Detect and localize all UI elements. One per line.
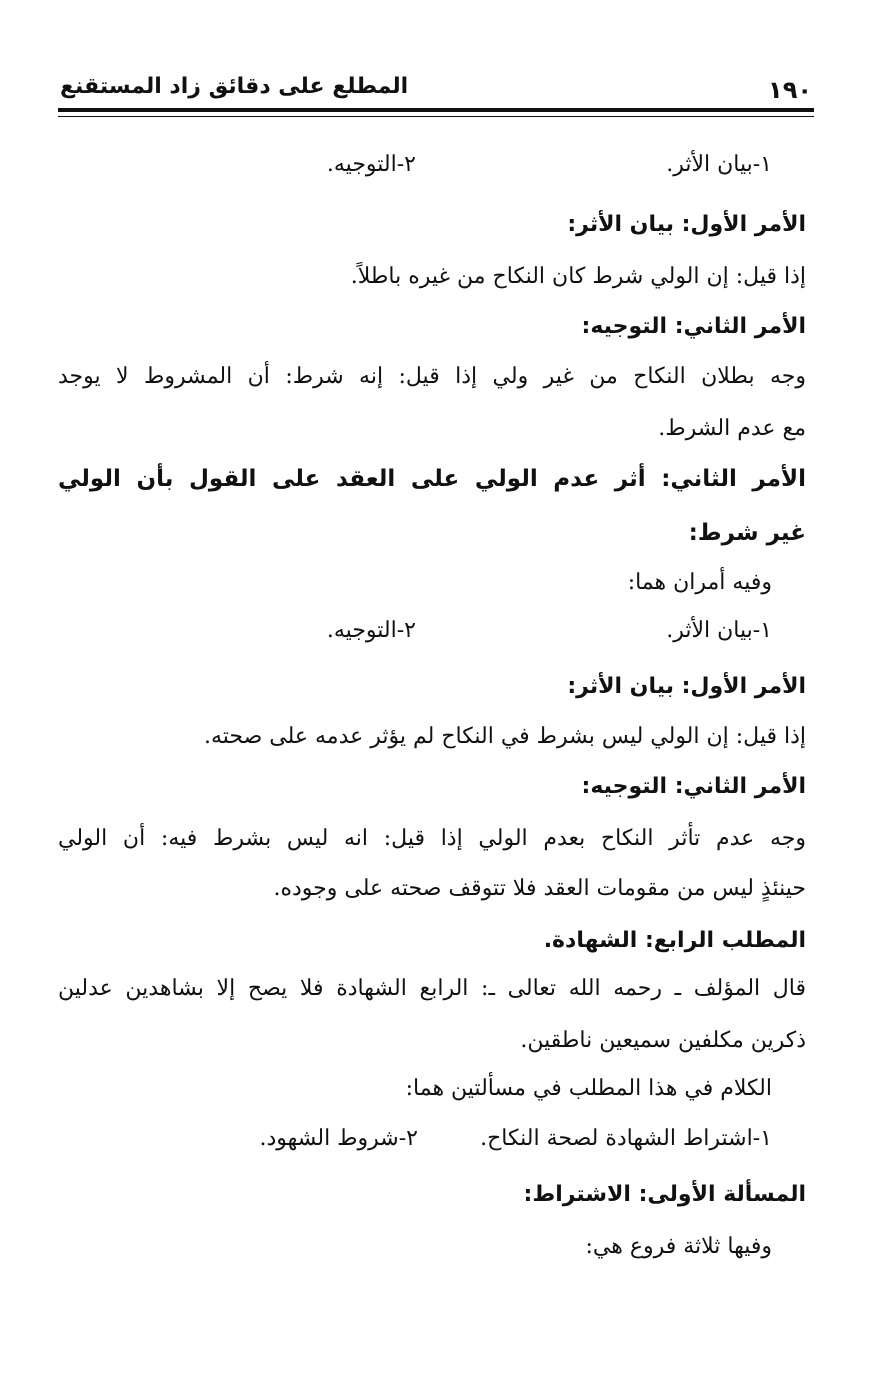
page-number: ١٩٠ xyxy=(768,76,812,104)
section-heading: الأمر الثاني: التوجيه: xyxy=(581,314,806,339)
paragraph-line: حينئذٍ ليس من مقومات العقد فلا تتوقف صحته على وجوده. xyxy=(273,876,806,901)
section-heading: الأمر الثاني: أثر عدم الولي على العقد على القول بأن الولي xyxy=(58,466,806,492)
section-heading: الأمر الأول: بيان الأثر: xyxy=(567,212,806,237)
paragraph-line: قال المؤلف ـ رحمه الله تعالى ـ: الرابع الشهادة فلا يصح إلا بشاهدين عدلين xyxy=(58,976,806,1001)
paragraph-line: مع عدم الشرط. xyxy=(658,416,806,441)
list-item: ١-بيان الأثر. xyxy=(666,618,772,643)
paragraph-line: وفيها ثلاثة فروع هي: xyxy=(585,1234,772,1259)
paragraph-line: إذا قيل: إن الولي شرط كان النكاح من غيره باطلاً. xyxy=(350,264,806,289)
list-item: ١-بيان الأثر. xyxy=(666,152,772,177)
section-heading: المسألة الأولى: الاشتراط: xyxy=(523,1182,806,1207)
header-rule-thick xyxy=(58,108,814,112)
paragraph-line: ذكرين مكلفين سميعين ناطقين. xyxy=(520,1028,806,1053)
list-item: ٢-التوجيه. xyxy=(326,152,416,177)
list-item: ١-اشتراط الشهادة لصحة النكاح. xyxy=(480,1126,772,1151)
section-heading: الأمر الأول: بيان الأثر: xyxy=(567,674,806,699)
paragraph-line: الكلام في هذا المطلب في مسألتين هما: xyxy=(405,1076,772,1101)
section-heading: المطلب الرابع: الشهادة. xyxy=(543,928,806,953)
paragraph-line: إذا قيل: إن الولي ليس بشرط في النكاح لم يؤثر عدمه على صحته. xyxy=(203,724,806,749)
list-item: ٢-شروط الشهود. xyxy=(259,1126,418,1151)
paragraph-line: وفيه أمران هما: xyxy=(627,570,772,595)
running-title: المطلع على دقائق زاد المستقنع xyxy=(60,74,409,99)
list-item: ٢-التوجيه. xyxy=(326,618,416,643)
section-heading: غير شرط: xyxy=(688,520,806,546)
header-rule-thin xyxy=(58,116,814,117)
page-header xyxy=(60,66,812,110)
paragraph-line: وجه بطلان النكاح من غير ولي إذا قيل: إنه شرط: أن المشروط لا يوجد xyxy=(58,364,806,389)
section-heading: الأمر الثاني: التوجيه: xyxy=(581,774,806,799)
paragraph-line: وجه عدم تأثر النكاح بعدم الولي إذا قيل: انه ليس بشرط فيه: أن الولي xyxy=(58,826,806,851)
